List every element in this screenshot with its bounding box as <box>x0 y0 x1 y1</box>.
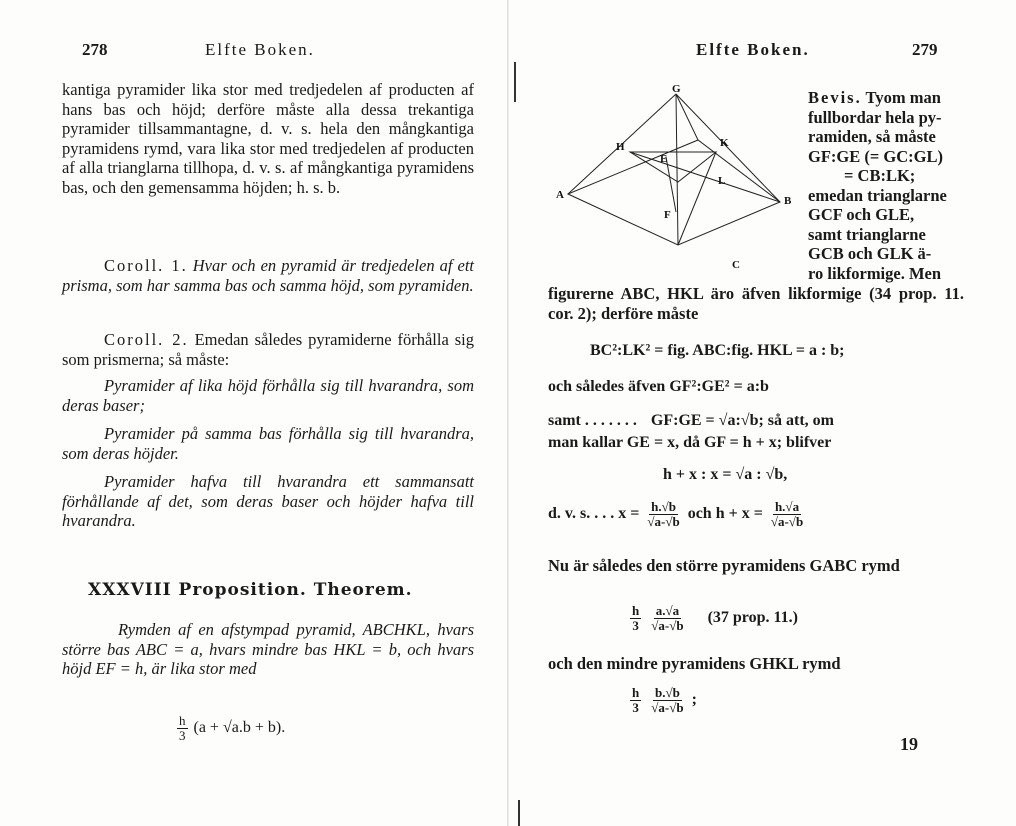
equation-prefix: d. v. s. . . . x = <box>548 505 640 523</box>
frustum-diagram <box>548 82 808 272</box>
running-title: Elfte Boken. <box>205 40 315 59</box>
equation-5 <box>548 500 807 529</box>
paragraph <box>548 654 964 674</box>
running-title: Elfte Boken. <box>696 40 810 59</box>
theorem-text <box>62 620 474 679</box>
corollary-text: Hvar och en pyramid är tredjedelen af ett prisma, som har samma bas och samma höjd, som pyramiden. <box>62 256 474 295</box>
equation-prefix: och således äfven <box>548 378 666 395</box>
italic-text: Pyramider af lika höjd förhålla sig till hvarandra, som deras baser; <box>62 376 474 415</box>
corollary-2 <box>62 330 474 369</box>
proof-label: Bevis. <box>808 88 862 107</box>
equation-reference: (37 prop. 11.) <box>707 609 798 627</box>
fraction: $\frac{a.√a}{√a-√b}$ <box>651 603 684 633</box>
paragraph <box>548 556 964 576</box>
equation-3 <box>548 412 834 430</box>
label-a: A <box>556 189 564 201</box>
label-l: L <box>718 175 726 187</box>
italic-text: Pyramider på samma bas förhålla sig till hvarandra, som deras höjder. <box>62 424 474 463</box>
page-number: 278 <box>82 40 108 59</box>
italic-paragraph <box>62 424 474 463</box>
fraction: $\frac{h}{3}$ <box>179 713 186 743</box>
paragraph-text: kantiga pyramider lika stor med tredjedelen af producten af hans bas och höjd; derföre måste alla dessa trekantiga pyramider tillsammantagne, d. v. s. hela den mångkantiga pyramidens rymd, vara lika stor med tredjedelen af producten af alla trianglarna tillhopa, d. v. s. af mångkantiga pyramidens bas, och den gemensamma höjden; h. s. b. <box>62 80 474 197</box>
label-b: B <box>784 195 792 207</box>
fraction: $\frac{h}{3}$ <box>632 685 640 715</box>
proof-column: Bevis. Tyom man fullbordar hela py- ramiden, så måste GF:GE (= GC:GL) = CB:LK; emedan trianglarne GCF och GLE, samt trianglarne GCB och GLK ä- ro likformige. Men <box>808 88 947 283</box>
label-k: K <box>720 137 729 149</box>
volume-formula <box>175 714 285 743</box>
fraction: $\frac{h.√a}{√a-√b}$ <box>770 499 804 529</box>
label-f: F <box>664 209 671 221</box>
label-g: G <box>672 83 681 95</box>
signature-mark: 19 <box>900 734 918 754</box>
paragraph-text: Nu är således den större pyramidens GABC rymd <box>548 556 900 575</box>
italic-paragraph <box>62 376 474 415</box>
equation-1: BC²:LK² = fig. ABC:fig. HKL = a : b; <box>590 342 845 359</box>
label-e: E <box>660 153 668 165</box>
right-page <box>508 0 1016 826</box>
equation-3-line2: man kallar GE = x, då GF = h + x; blifver <box>548 434 832 451</box>
base-triangle <box>568 140 780 245</box>
proposition-heading: XXXVIII Proposition. Theorem. <box>88 580 413 600</box>
page-number: 279 <box>912 40 938 59</box>
corollary-label: Coroll. 1. <box>104 256 188 275</box>
corollary-1 <box>62 256 474 295</box>
fraction: $\frac{h}{3}$ <box>632 603 640 633</box>
equation-2 <box>548 378 769 396</box>
equation-body: GF:GE = √a:√b; så att, om <box>650 412 834 429</box>
corollary-text: Emedan således pyramiderne förhålla sig som prismerna; så måste: <box>62 330 475 369</box>
paragraph-text: och den mindre pyramidens GHKL rymd <box>548 654 841 673</box>
equation-prefix: samt . . . . . . . <box>548 412 637 429</box>
formula-expression: (a + √a.b + b). <box>193 719 286 737</box>
equation-body: GF²:GE² = a:b <box>669 378 769 395</box>
fraction: $\frac{h.√b}{√a-√b}$ <box>647 499 680 529</box>
equation-7: $\frac{h}{3}$ $\frac{b.√b}{√a-√b}$ ; <box>632 685 697 715</box>
corollary-label: Coroll. 2. <box>104 330 189 349</box>
equation-4: h + x : x = √a : √b, <box>663 466 788 483</box>
paragraph-text: figurerne ABC, HKL äro äfven likformige (34 prop. 11. cor. 2); derföre måste <box>548 284 964 323</box>
paragraph <box>62 80 474 197</box>
fraction: $\frac{b.√b}{√a-√b}$ <box>651 685 684 715</box>
equation-mid: och h + x = <box>687 505 763 523</box>
equation-6 <box>628 604 798 633</box>
italic-text: Pyramider hafva till hvarandra ett sammansatt förhållande af det, som deras baser och höjder hafva till hvarandra. <box>62 472 474 530</box>
label-h: H <box>616 141 625 153</box>
label-c: C <box>732 259 740 271</box>
italic-paragraph <box>62 472 474 531</box>
paragraph <box>548 284 964 323</box>
theorem-body: Rymden af en afstympad pyramid, ABCHKL, hvars större bas ABC = a, hvars mindre bas HKL = b, och hvars höjd EF = h, är lika stor med <box>62 620 474 678</box>
